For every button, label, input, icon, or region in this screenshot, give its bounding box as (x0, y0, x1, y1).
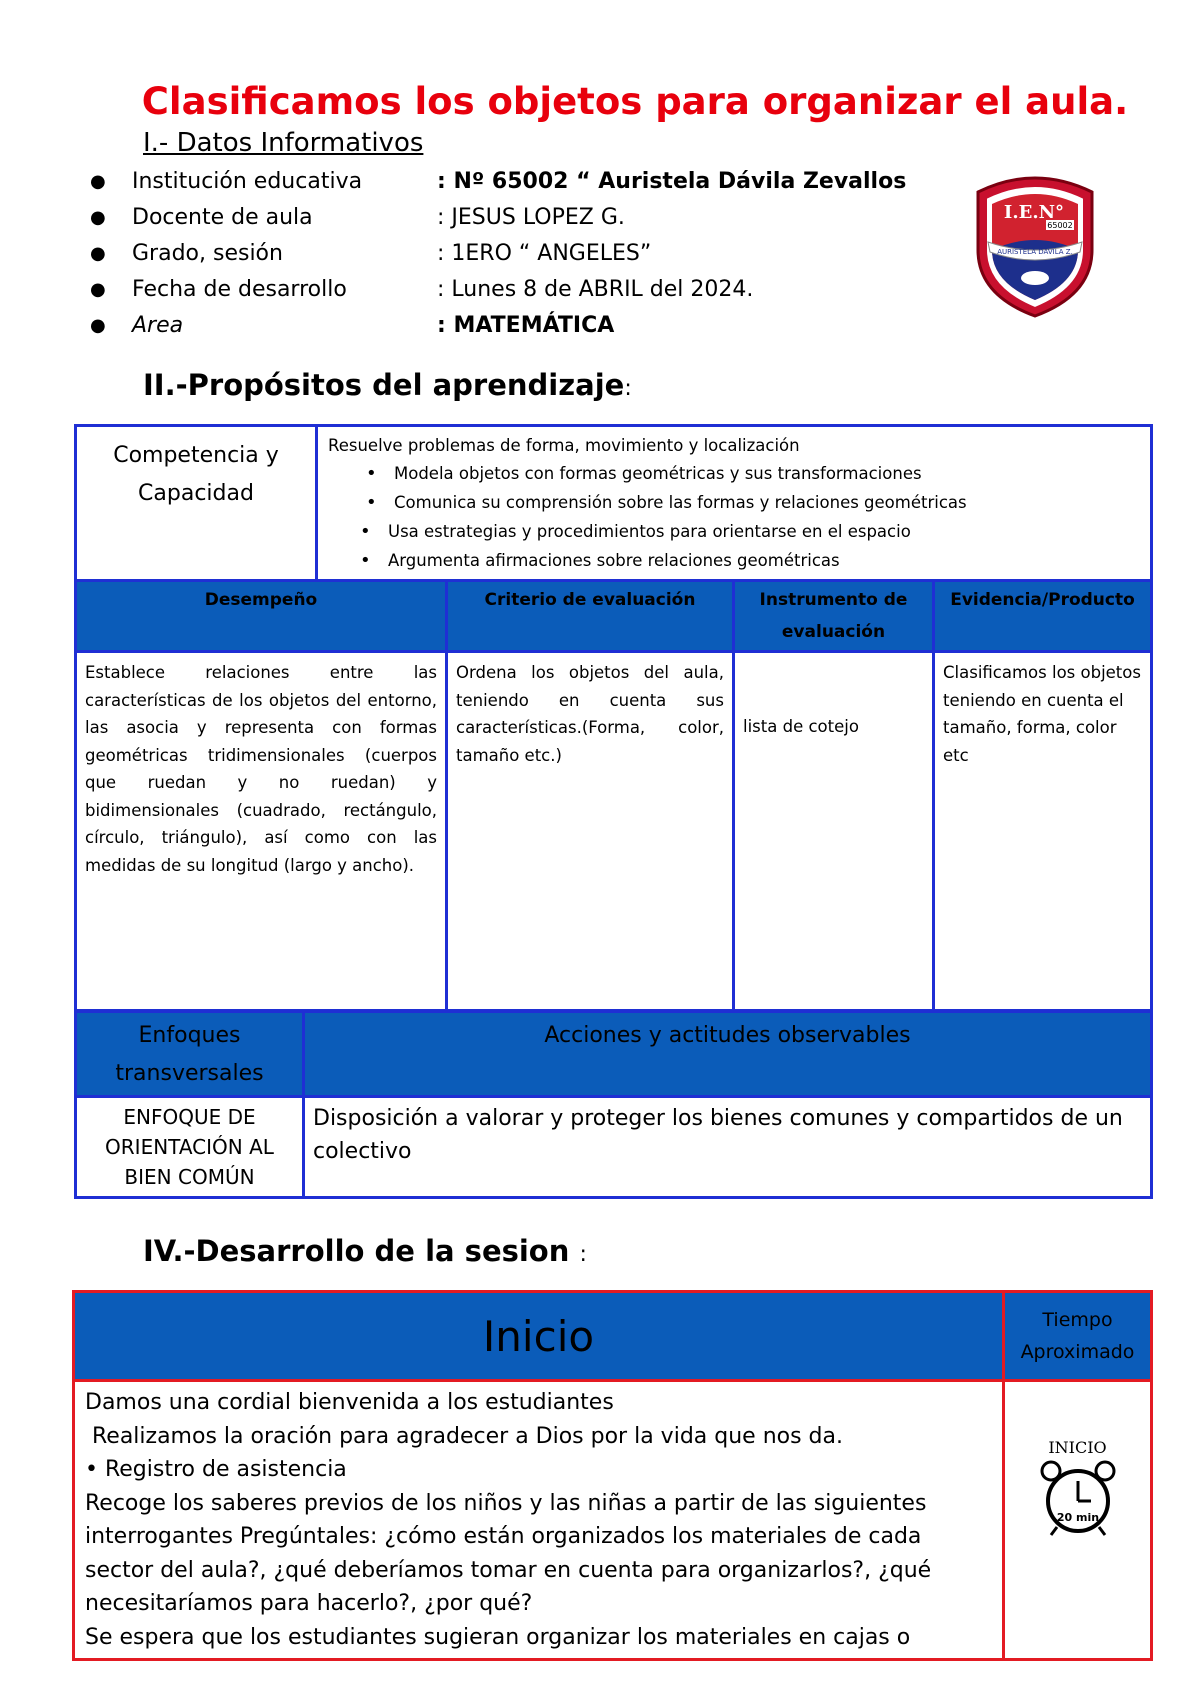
info-label: Fecha de desarrollo (132, 277, 347, 302)
session-line: Realizamos la oración para agradecer a Dios por la vida que nos da. (85, 1423, 843, 1449)
school-shield-logo (970, 170, 1100, 320)
evidencia-cell: Clasificamos los objetos teniendo en cuenta el tamaño, forma, color etc (934, 652, 1152, 1011)
header-instrumento: Instrumento de evaluación (734, 581, 934, 652)
purposes-table (74, 424, 1153, 1012)
section-propositos-heading (143, 368, 632, 402)
alarm-clock-icon (1035, 1457, 1121, 1537)
document-title: Clasificamos los objetos para organizar el aula. (141, 80, 1129, 123)
desempeno-cell: Establece relaciones entre las características de los objetos del entorno, las asocia y representa con formas geométricas tridimensionales (cuerpos que ruedan y no ruedan) y bidimensionales (cuadrado, rectángulo, círculo, triángulo), así como con las medidas de su longitud (largo y ancho). (76, 652, 447, 1011)
criterio-cell: Ordena los objetos del aula, teniendo en cuenta sus características.(Forma, color, tamaño etc.) (447, 652, 734, 1011)
heading-colon: : (579, 1242, 587, 1267)
tiempo-header-cell: Tiempo Aproximado (1004, 1292, 1152, 1381)
logo-banner: AURISTELA DAVILA Z. (997, 248, 1073, 256)
clock-cell (1004, 1381, 1152, 1660)
section-desarrollo-heading (143, 1234, 587, 1268)
header-criterio: Criterio de evaluación (447, 581, 734, 652)
capacidad-item: • Modela objetos con formas geométricas y sus transformaciones (366, 459, 1140, 488)
enfoques-table (74, 1010, 1153, 1199)
bullet-icon: ● (90, 207, 106, 228)
capacidad-item: • Comunica su comprensión sobre las formas y relaciones geométricas (366, 488, 1140, 517)
capacidad-item: • Usa estrategias y procedimientos para orientarse en el espacio (360, 517, 1140, 546)
info-value: : Lunes 8 de ABRIL del 2024. (437, 277, 754, 302)
session-line: Recoge los saberes previos de los niños y las niñas a partir de las siguientes interrogantes Pregúntales: ¿cómo están organizados los materiales de cada sector del aula?, ¿qué deberíamos tomar en cuenta para organizarlos?, ¿qué necesitaríamos para hacerlo?, ¿por qué? (85, 1490, 932, 1616)
competencia-label: Competencia y Capacidad (113, 443, 279, 506)
header-enfoques: Enfoques transversales (76, 1012, 304, 1097)
enfoque-name-cell: ENFOQUE DE ORIENTACIÓN AL BIEN COMÚN (76, 1097, 304, 1198)
info-label: Grado, sesión (132, 241, 283, 266)
clock-minutes: 20 min (1056, 1511, 1099, 1524)
session-content-cell (74, 1381, 1004, 1660)
competencia-content-cell (317, 426, 1152, 581)
clock-label: INICIO (1048, 1438, 1107, 1457)
instrumento-text: lista de cotejo (743, 717, 859, 736)
info-label: Docente de aula (132, 205, 313, 230)
bullet-icon: ● (90, 243, 106, 264)
competencia-label-cell (76, 426, 317, 581)
instrumento-cell (734, 652, 934, 1011)
info-value: : JESUS LOPEZ G. (437, 205, 625, 230)
bullet-icon: ● (90, 171, 106, 192)
info-value: : 1ERO “ ANGELES” (437, 241, 652, 266)
info-value: : Nº 65002 “ Auristela Dávila Zevallos (437, 169, 907, 194)
section-datos-informativos-heading: I.- Datos Informativos (143, 128, 424, 158)
competencia-title: Resuelve problemas de forma, movimiento y localización (328, 436, 800, 455)
info-value: : MATEMÁTICA (437, 313, 615, 338)
header-evidencia: Evidencia/Producto (934, 581, 1152, 652)
bullet-icon: ● (90, 279, 106, 300)
session-line: Damos una cordial bienvenida a los estudiantes (85, 1390, 614, 1415)
session-line: Se espera que los estudiantes sugieran organizar los materiales en cajas o (85, 1624, 911, 1650)
logo-number: 65002 (1047, 221, 1073, 230)
section-desarrollo-title: IV.-Desarrollo de la sesion (143, 1234, 580, 1268)
heading-colon: : (624, 376, 632, 401)
section-propositos-title: II.-Propósitos del aprendizaje (143, 368, 625, 402)
session-line: • Registro de asistencia (85, 1457, 347, 1482)
session-table (72, 1290, 1153, 1661)
capacidad-item: • Argumenta afirmaciones sobre relaciones geométricas (360, 546, 1140, 575)
accion-cell: Disposición a valorar y proteger los bienes comunes y compartidos de un colectivo (304, 1097, 1152, 1198)
header-acciones: Acciones y actitudes observables (304, 1012, 1152, 1097)
logo-text: I.E.N° (1003, 202, 1065, 223)
phase-title-cell: Inicio (74, 1292, 1004, 1381)
capacidades-list (328, 459, 1140, 575)
info-label: Institución educativa (132, 169, 363, 194)
bullet-icon: ● (90, 315, 106, 336)
header-desempeno: Desempeño (76, 581, 447, 652)
info-label: Area (132, 313, 184, 338)
